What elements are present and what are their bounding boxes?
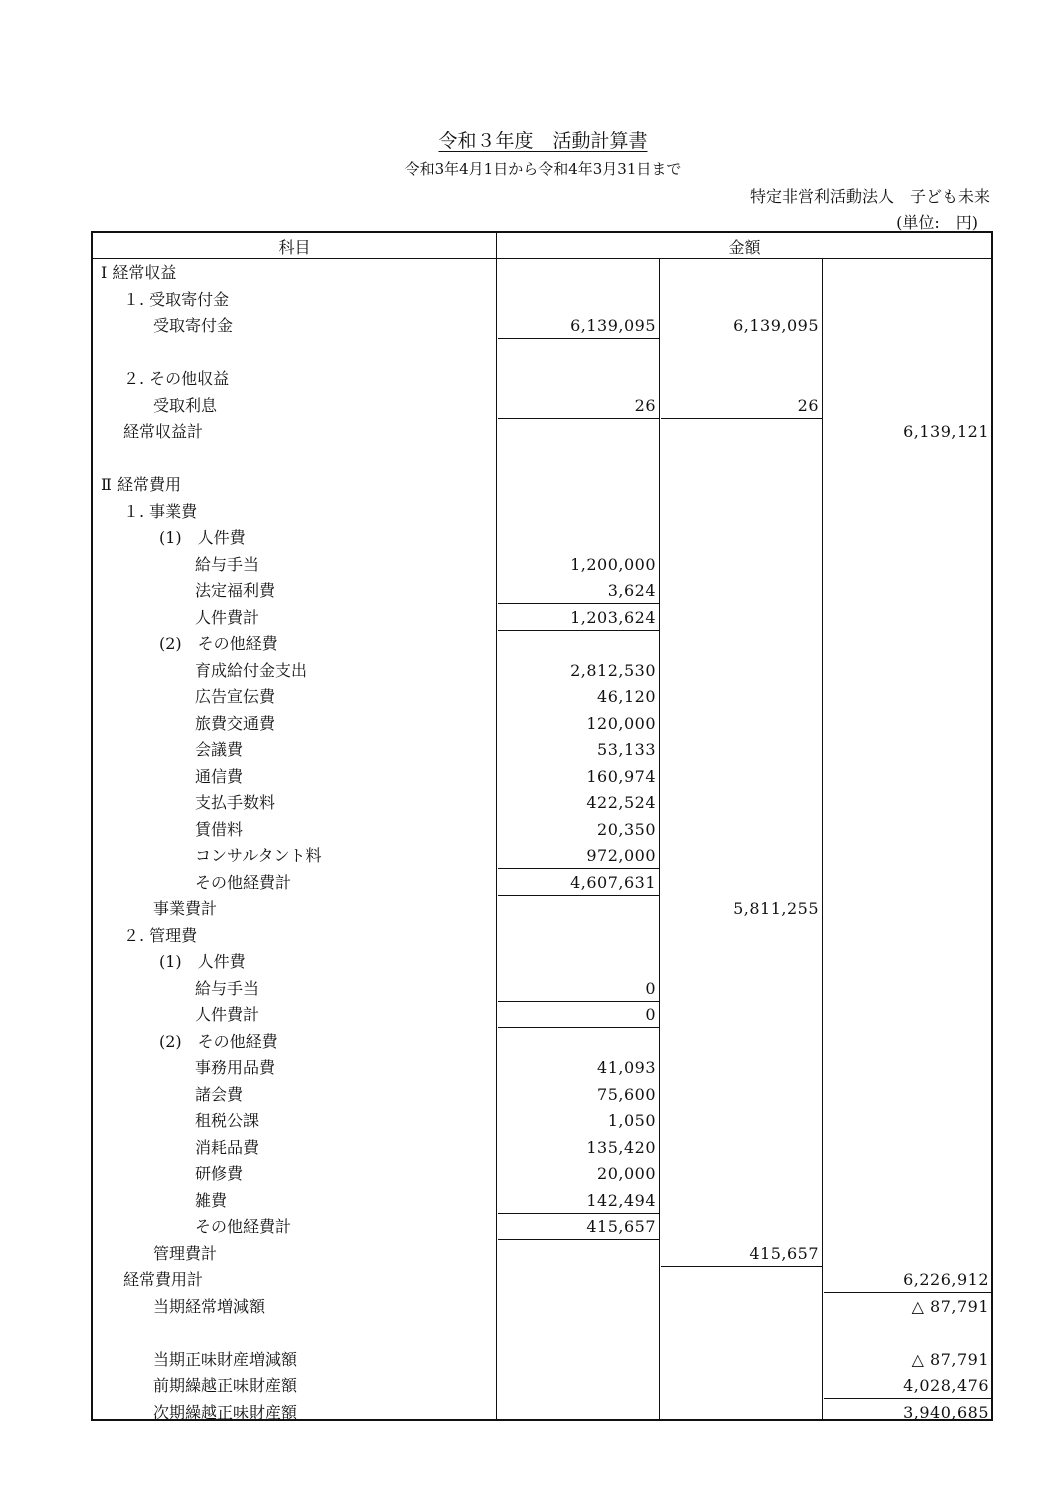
- table-row: [93, 1002, 991, 1028]
- amount-col1: 20,350: [597, 819, 656, 839]
- row-label: 賃借料: [195, 819, 244, 839]
- amount-col1: 0: [645, 1005, 656, 1024]
- amount-col3: 6,139,121: [903, 422, 989, 441]
- table-row: [93, 870, 991, 896]
- row-label: 給与手当: [195, 978, 260, 998]
- amount-col1: 415,657: [586, 1217, 656, 1236]
- table-row: [93, 1188, 991, 1214]
- table-row: [93, 446, 991, 472]
- amount-col2: 415,657: [749, 1243, 819, 1263]
- amount-col1: 75,600: [597, 1084, 656, 1104]
- amount-col2: 5,811,255: [733, 899, 819, 918]
- row-label: ２. その他収益: [123, 369, 230, 388]
- table-row: [93, 1029, 991, 1055]
- table-row: [93, 817, 991, 843]
- table-row: [93, 764, 991, 790]
- table-row: [93, 896, 991, 922]
- row-label: 人件費計: [195, 1005, 260, 1024]
- amount-col2: 26: [797, 395, 819, 415]
- row-label: (2) その他経費: [159, 1031, 278, 1051]
- table-row: [93, 1082, 991, 1108]
- header-subject: 科目: [278, 238, 311, 257]
- row-label: 雑費: [195, 1190, 228, 1210]
- table-row: [93, 419, 991, 445]
- amount-col1: 4,607,631: [570, 872, 656, 892]
- header-amount: 金額: [728, 238, 761, 257]
- table-row: [93, 366, 991, 392]
- row-label: 支払手数料: [195, 793, 276, 812]
- row-label: 消耗品費: [195, 1137, 260, 1157]
- table-row: [93, 790, 991, 816]
- organization-name: 特定非営利活動法人 子ども未来: [749, 187, 990, 206]
- table-row: [93, 313, 991, 339]
- row-label: コンサルタント料: [195, 846, 322, 865]
- fiscal-period: 令和3年4月1日から令和4年3月31日まで: [404, 160, 682, 178]
- amount-col1: 0: [645, 978, 656, 998]
- table-row: [93, 287, 991, 313]
- row-label: １. 受取寄付金: [123, 289, 230, 309]
- table-row: [93, 552, 991, 578]
- amount-col1: 3,624: [607, 581, 656, 600]
- row-label: 育成給付金支出: [195, 660, 308, 680]
- table-row: [93, 684, 991, 710]
- row-label: (1) 人件費: [159, 952, 246, 971]
- table-row: [93, 923, 991, 949]
- amount-col1: 1,200,000: [570, 554, 656, 574]
- table-row: [93, 658, 991, 684]
- row-label: １. 事業費: [123, 501, 198, 521]
- amount-col1: 1,050: [607, 1111, 656, 1130]
- table-row: [93, 499, 991, 525]
- amount-col1: 422,524: [586, 793, 656, 812]
- amount-col1: 972,000: [586, 846, 656, 865]
- row-label: 研修費: [195, 1164, 244, 1183]
- amount-col3: 6,226,912: [903, 1270, 989, 1289]
- table-row: [93, 1347, 991, 1373]
- row-label: ２. 管理費: [123, 925, 198, 945]
- amount-col2: 6,139,095: [733, 316, 819, 335]
- amount-col3: 3,940,685: [903, 1402, 989, 1422]
- table-row: [93, 1267, 991, 1293]
- table-row: [93, 260, 991, 286]
- table-row: [93, 737, 991, 763]
- amount-col3: 4,028,476: [903, 1376, 989, 1395]
- table-row: [93, 1214, 991, 1240]
- row-label: その他経費計: [195, 1217, 292, 1236]
- table-row: [93, 1320, 991, 1346]
- row-label: 経常費用計: [123, 1270, 204, 1289]
- table-row: [93, 472, 991, 498]
- table-row: [93, 1161, 991, 1187]
- header-divider: [93, 258, 991, 259]
- row-label: 受取利息: [153, 395, 218, 415]
- table-row: [93, 605, 991, 631]
- amount-col1: 26: [634, 395, 656, 415]
- table-row: [93, 393, 991, 419]
- row-label: 当期正味財産増減額: [153, 1349, 298, 1369]
- amount-col1: 46,120: [597, 687, 656, 706]
- amount-col1: 41,093: [597, 1058, 656, 1077]
- document-title: 令和３年度 活動計算書: [438, 130, 648, 152]
- table-row: [93, 1135, 991, 1161]
- row-label: 旅費交通費: [195, 713, 276, 733]
- row-label: (2) その他経費: [159, 634, 278, 653]
- activity-statement-table: [91, 231, 993, 1421]
- row-label: (1) 人件費: [159, 528, 246, 547]
- row-label: 事務用品費: [195, 1058, 276, 1077]
- row-label: 事業費計: [153, 899, 218, 918]
- amount-col1: 142,494: [586, 1190, 656, 1210]
- amount-col3: △ 87,791: [911, 1296, 989, 1316]
- unit-label: (単位: 円): [896, 213, 978, 232]
- amount-col1: 135,420: [586, 1137, 656, 1157]
- table-row: [93, 1400, 991, 1426]
- row-label: 受取寄付金: [153, 316, 234, 335]
- row-label: 法定福利費: [195, 581, 276, 600]
- row-label: 広告宣伝費: [195, 687, 276, 706]
- table-row: [93, 843, 991, 869]
- amount-col1: 120,000: [586, 713, 656, 733]
- amount-col1: 53,133: [597, 740, 656, 759]
- table-row: [93, 1108, 991, 1134]
- row-label: その他経費計: [195, 872, 292, 892]
- table-row: [93, 578, 991, 604]
- amount-col1: 160,974: [586, 766, 656, 786]
- row-label: Ⅰ 経常収益: [101, 263, 177, 282]
- row-label: 当期経常増減額: [153, 1296, 266, 1316]
- row-label: 次期繰越正味財産額: [153, 1402, 298, 1422]
- table-row: [93, 976, 991, 1002]
- table-row: [93, 1055, 991, 1081]
- row-label: 人件費計: [195, 607, 260, 627]
- row-label: 経常収益計: [123, 422, 204, 441]
- row-label: 管理費計: [153, 1243, 218, 1263]
- table-row: [93, 1294, 991, 1320]
- table-row: [93, 711, 991, 737]
- amount-col3: △ 87,791: [911, 1349, 989, 1369]
- row-label: 給与手当: [195, 554, 260, 574]
- table-row: [93, 631, 991, 657]
- table-row: [93, 1241, 991, 1267]
- row-label: 会議費: [195, 740, 244, 759]
- table-row: [93, 949, 991, 975]
- row-label: 通信費: [195, 766, 244, 786]
- amount-col1: 2,812,530: [570, 660, 656, 680]
- row-label: Ⅱ 経常費用: [101, 475, 181, 494]
- table-row: [93, 1373, 991, 1399]
- amount-col1: 1,203,624: [570, 607, 656, 627]
- row-label: 諸会費: [195, 1084, 244, 1104]
- row-label: 前期繰越正味財産額: [153, 1376, 298, 1395]
- amount-col1: 6,139,095: [570, 316, 656, 335]
- table-row: [93, 340, 991, 366]
- amount-col1: 20,000: [597, 1164, 656, 1183]
- table-row: [93, 525, 991, 551]
- row-label: 租税公課: [195, 1111, 260, 1130]
